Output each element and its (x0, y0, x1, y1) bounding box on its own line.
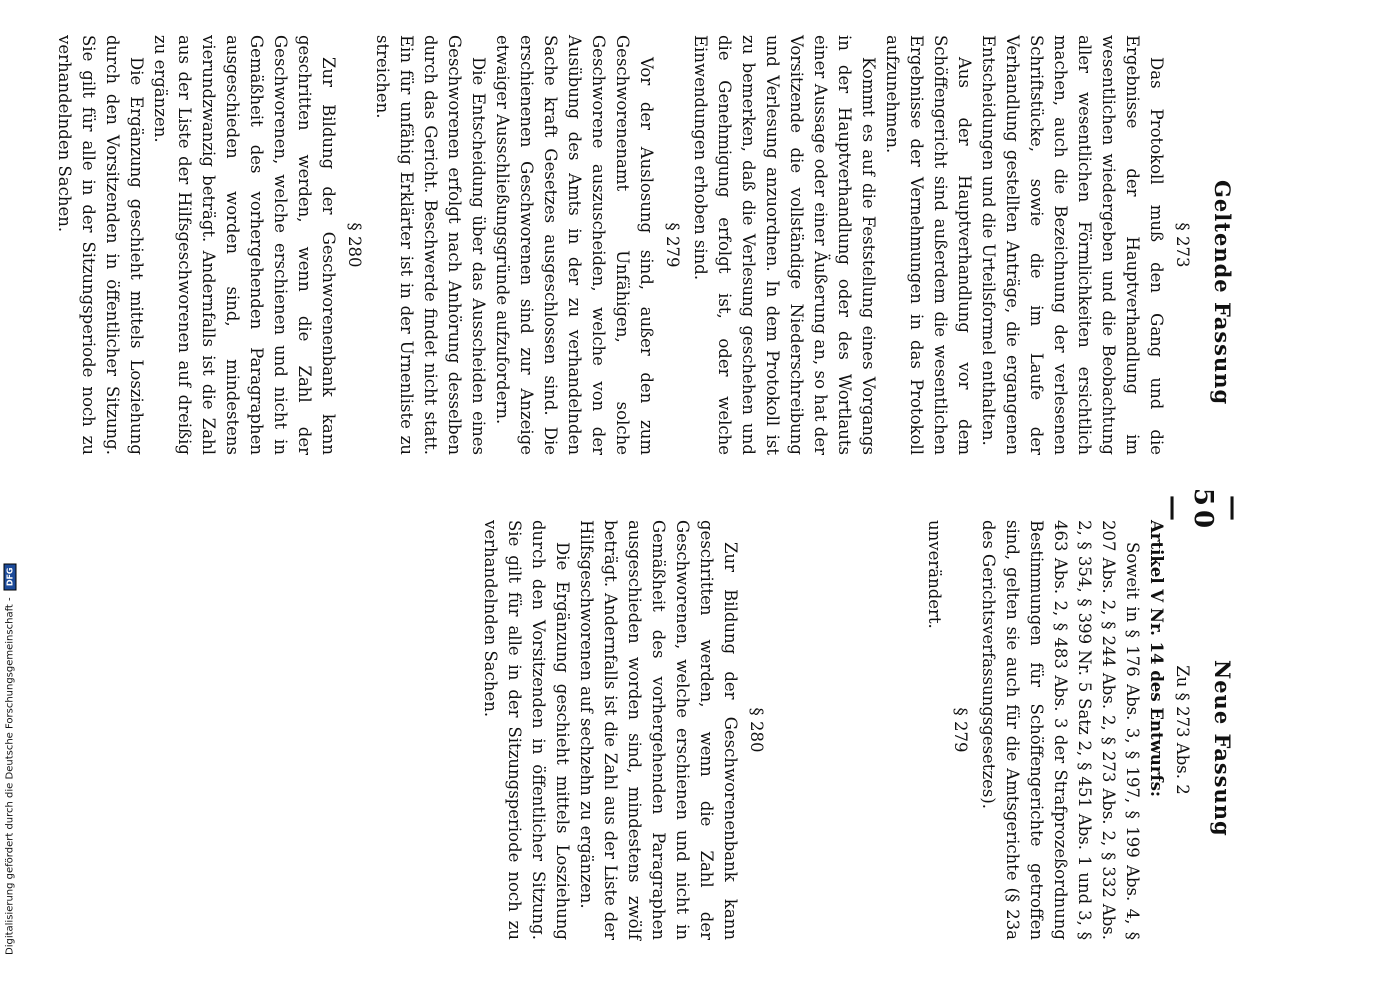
right-column (478, 520, 1198, 940)
paragraph: Die Entscheidung über das Ausscheiden eines Geschworenen erfolgt nach Anhörung desselben durch das Gericht. Beschwerde findet nicht statt. Ein für unfähig Erklärter ist in der Urnenliste zu streichen. (373, 35, 488, 455)
header-current-version: Geltende Fassung (1210, 180, 1235, 406)
header-new-version: Neue Fassung (1210, 660, 1235, 837)
digitization-footer (0, 0, 22, 1000)
footer-text: Digitalisierung gefördert durch die Deutsche Forschungsgemeinschaft - (4, 597, 16, 955)
rotated-page (55, 20, 1250, 980)
section-title-280: § 280 (345, 222, 364, 268)
spacer (772, 520, 922, 940)
paragraph: Vor der Auslosung sind, außer den zum Geschworenenamt Unfähigen, solche Geschworene auszuscheiden, welche von der Ausübung des Amts in der zu verhandelnden Sache kraft Gesetzes ausgeschlossen sind. Die erschienenen Geschworenen sind zur Anzeige etwaiger Ausschließungsgründe aufzufordern. (493, 35, 656, 455)
section-title-280: § 280 (747, 707, 766, 753)
unchanged-note: unverändert. (925, 520, 944, 629)
page-number: — 50 — (1158, 487, 1248, 533)
section-title-279: § 279 (951, 707, 970, 753)
section-title-273: § 273 (1173, 222, 1192, 268)
paragraph: Aus der Hauptverhandlung vor dem Schöffengericht sind außerdem die wesentlichen Ergebnisse der Vernehmungen in das Protokoll aufzunehmen. (883, 35, 974, 455)
section-title-273-abs2: Zu § 273 Abs. 2 (1173, 665, 1192, 795)
paragraph: Das Protokoll muß den Gang und die Ergebnisse der Hauptverhandlung im wesentlichen wiedergeben und die Beobachtung aller wesentlichen Förmlichkeiten ersichtlich machen, auch die Bezeichnung der verlesenen Schriftstücke, sowie die im Laufe der Verhandlung gestellten Anträge, die ergangenen Entscheidungen und die Urteilsformel enthalten. (979, 35, 1166, 455)
dfg-logo-icon: DFG (4, 564, 17, 591)
section-title-279: § 279 (663, 222, 682, 268)
paragraph: Zur Bildung der Geschworenenbank kann geschritten werden, wenn die Zahl der Geschworenen, welche erschienen und nicht in Gemäßheit des vorhergehenden Paragraphen ausgeschieden worden sind, mindestens vierundzwanzig beträgt. Andernfalls ist die Zahl aus der Liste der Hilfsgeschworenen auf dreißig zu ergänzen. (151, 35, 338, 455)
paragraph: Soweit in § 176 Abs. 3, § 197, § 199 Abs. 4, § 207 Abs. 2, § 244 Abs. 2, § 273 Abs. 2, § 332 Abs. 2, § 354, § 399 Nr. 5 Satz 2, § 451 Abs. 1 und 3, § 463 Abs. 2, § 483 Abs. 3 der Strafprozeßordnung Bestimmungen für Schöffengerichte getroffen sind, gelten sie auch für die Amtsgerichte (§ 23a des Gerichtsverfassungsgesetzes). (979, 520, 1142, 940)
left-column (52, 35, 1198, 455)
paragraph: Zur Bildung der Geschworenenbank kann geschritten werden, wenn die Zahl der Geschworenen, welche erschienen und nicht in Gemäßheit des vorhergehenden Paragraphen ausgeschieden worden sind, mindestens zwölf beträgt. Andernfalls ist die Zahl aus der Liste der Hilfsgeschworenen auf sechzehn zu ergänzen. (577, 520, 740, 940)
paragraph: Die Ergänzung geschieht mittels Losziehung durch den Vorsitzenden in öffentlicher Sitzung. Sie gilt für alle in der Sitzungsperiode noch zu verhandelnden Sachen. (481, 520, 572, 940)
paragraph: Kommt es auf die Feststellung eines Vorgangs in der Hauptverhandlung oder des Wortlauts einer Aussage oder einer Äußerung an, so hat der Vorsitzende die vollständige Niederschreibung und Verlesung anzuordnen. In dem Protokoll ist zu bemerken, daß die Verlesung geschehen und die Genehmigung erfolgt ist, oder welche Einwendungen erhoben sind. (691, 35, 878, 455)
paragraph: Die Ergänzung geschieht mittels Losziehung durch den Vorsitzenden in öffentlicher Sitzung. Sie gilt für alle in der Sitzungsperiode noch zu verhandelnden Sachen. (55, 35, 146, 455)
paragraph: Artikel V Nr. 14 des Entwurfs: (1147, 520, 1166, 797)
